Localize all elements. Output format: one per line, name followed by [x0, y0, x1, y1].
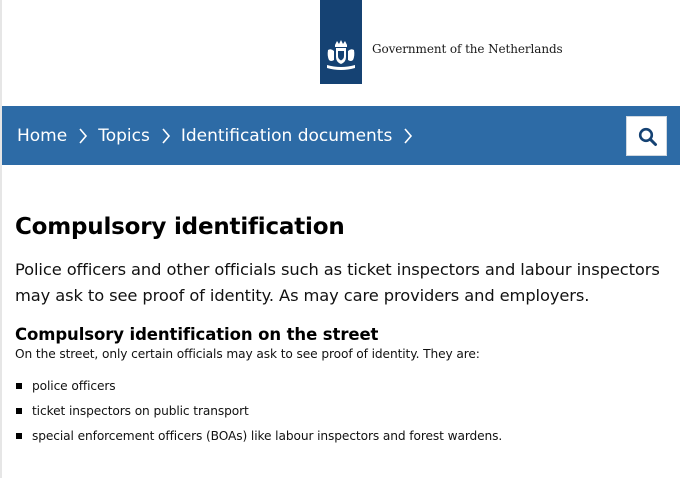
- site-owner-name[interactable]: Government of the Netherlands: [372, 42, 563, 56]
- chevron-right-icon: [161, 128, 171, 144]
- list-item: [15, 378, 670, 394]
- chevron-right-icon: [78, 128, 88, 144]
- search-button[interactable]: [626, 116, 667, 156]
- navigation-bar: [2, 106, 680, 165]
- list-item-text: ticket inspectors on public transport: [32, 404, 249, 418]
- bullet-icon: [16, 433, 22, 439]
- breadcrumb-home[interactable]: Home: [17, 125, 68, 146]
- page-title: Compulsory identification: [15, 214, 345, 240]
- search-icon: [638, 127, 658, 147]
- section-intro: On the street, only certain officials may ask to see proof of identity. They are:: [15, 347, 480, 361]
- breadcrumb-topics[interactable]: Topics: [98, 125, 150, 146]
- breadcrumb: [17, 106, 423, 165]
- bullet-icon: [16, 383, 22, 389]
- main-content: [15, 214, 670, 453]
- breadcrumb-identification-documents[interactable]: Identification documents: [180, 125, 393, 146]
- page-edge: [0, 0, 2, 478]
- royal-coat-of-arms-icon: [323, 38, 359, 74]
- list-item: [15, 403, 670, 419]
- officials-list: [15, 378, 670, 444]
- site-logo[interactable]: [320, 0, 362, 84]
- section-heading: Compulsory identification on the street: [15, 325, 379, 344]
- bullet-icon: [16, 408, 22, 414]
- intro-paragraph: Police officers and other officials such as ticket inspectors and labour inspectors may ask to see proof of identity. As may care providers and employers.: [15, 260, 660, 305]
- list-item-text: special enforcement officers (BOAs) like labour inspectors and forest wardens.: [32, 429, 503, 443]
- list-item-text: police officers: [32, 379, 116, 393]
- chevron-right-icon: [403, 128, 413, 144]
- list-item: [15, 428, 670, 444]
